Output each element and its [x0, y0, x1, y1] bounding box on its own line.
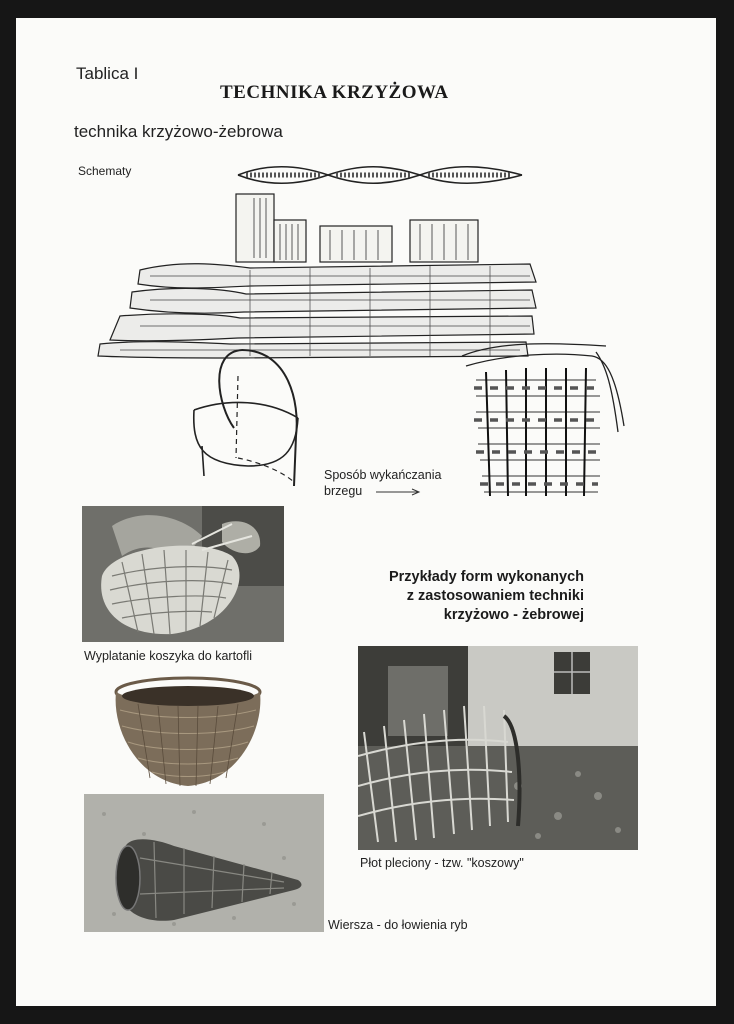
basket-weaving-photo	[82, 506, 284, 642]
rim-finishing-caption-line2: brzegu	[324, 484, 363, 498]
arrow-icon	[374, 487, 424, 497]
basket-frame-sketch	[188, 346, 308, 491]
examples-heading	[316, 568, 584, 625]
rim-finishing-caption-line1: Sposób wykańczania	[324, 468, 442, 482]
page-subtitle: technika krzyżowo-żebrowa	[74, 122, 283, 141]
weaving-photo-caption: Wyplatanie koszyka do kartofli	[84, 649, 253, 663]
potato-basket-photo	[108, 670, 268, 790]
rim-finishing-detail	[456, 336, 631, 501]
woven-fence-photo	[358, 646, 638, 850]
examples-heading-line2: z zastosowaniem techniki	[406, 588, 584, 604]
fish-trap-photo	[84, 794, 324, 932]
twined-rod-drawing	[236, 160, 526, 190]
examples-heading-line1: Przykłady form wykonanych	[388, 569, 584, 585]
document-page	[16, 18, 716, 1006]
page-title: TECHNIKA KRZYŻOWA	[220, 82, 449, 103]
fish-trap-caption: Wiersza - do łowienia ryb	[328, 918, 468, 932]
woven-fence-caption: Płot pleciony - tzw. "koszowy"	[360, 856, 524, 870]
plate-label: Tablica I	[76, 64, 139, 83]
schemes-label: Schematy	[78, 164, 132, 178]
examples-heading-line3: krzyżowo - żebrowej	[443, 607, 584, 623]
cross-rib-weave-drawing	[80, 190, 540, 360]
